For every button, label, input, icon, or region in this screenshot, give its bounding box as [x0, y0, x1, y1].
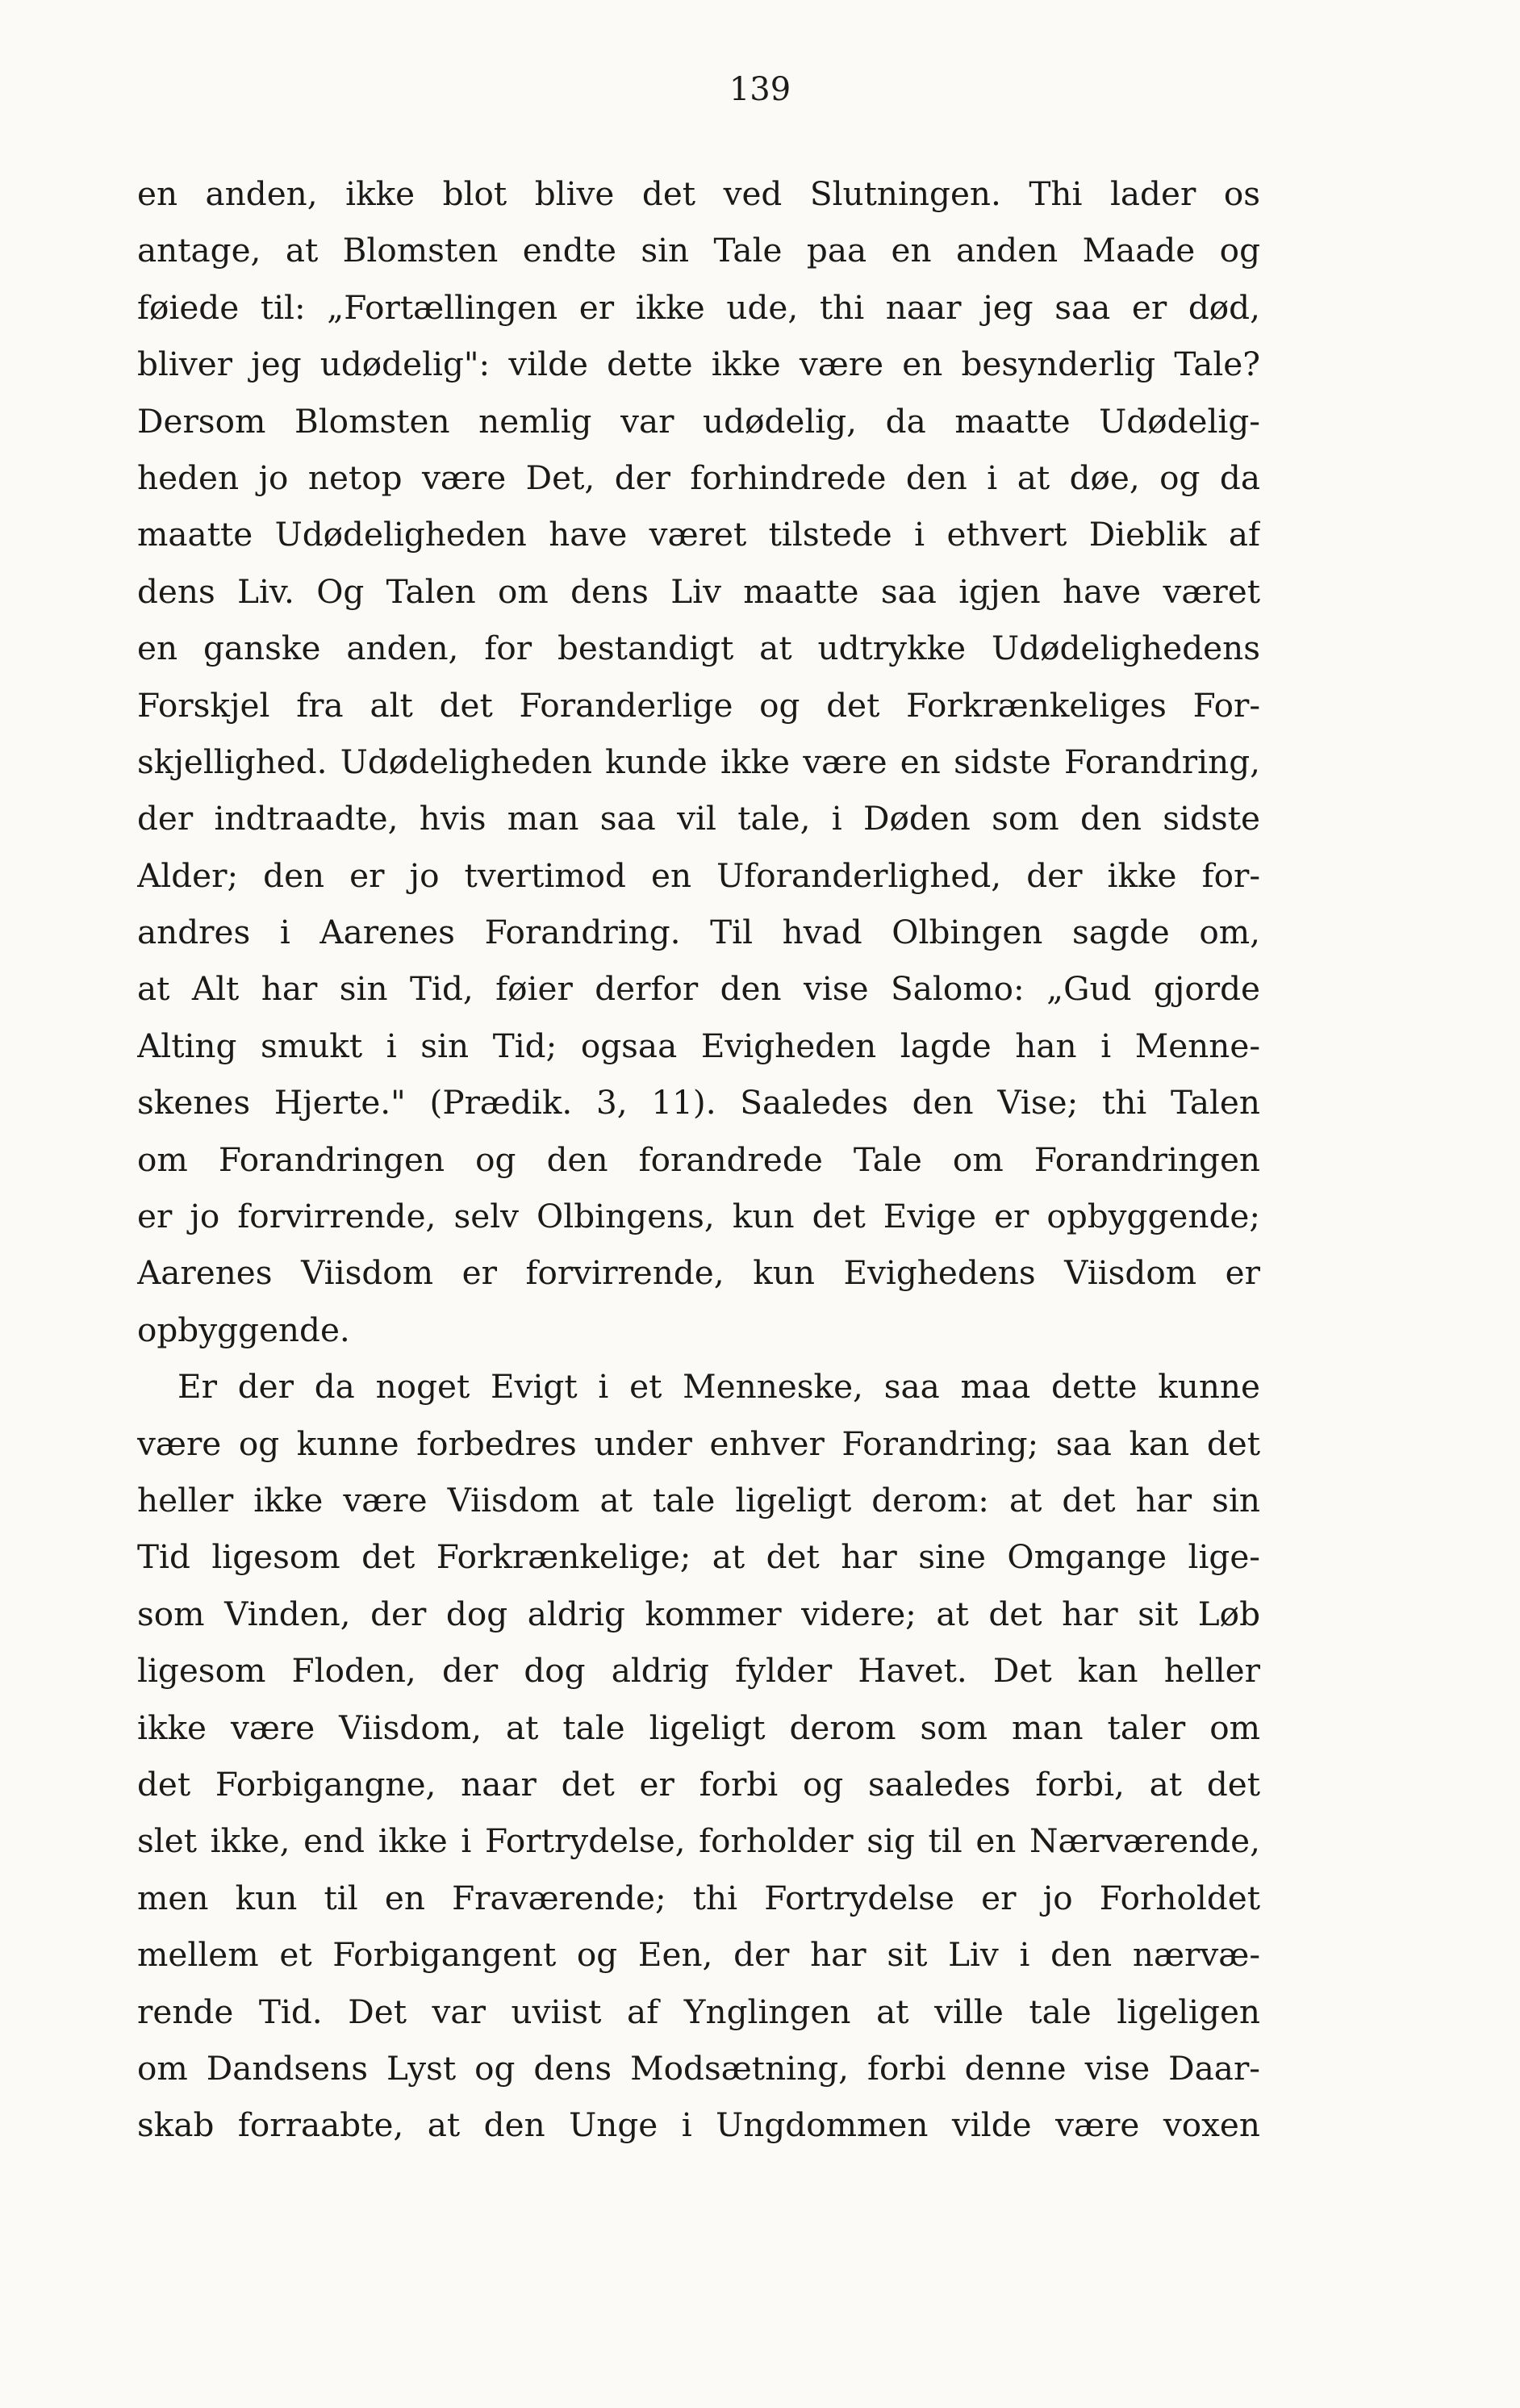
text-line: Alting smukt i sin Tid; ogsaa Evigheden lagde han i Menne-: [137, 1026, 1260, 1065]
text-line: antage, at Blomsten endte sin Tale paa en anden Maade og: [137, 231, 1260, 270]
text-line: der indtraadte, hvis man saa vil tale, i Døden som den sidste: [137, 799, 1260, 838]
text-line: mellem et Forbigangent og Een, der har sit Liv i den nærvæ-: [137, 1935, 1260, 1975]
text-line: dens Liv. Og Talen om dens Liv maatte saa igjen have været: [137, 571, 1260, 611]
text-line: det Forbigangne, naar det er forbi og saaledes forbi, at det: [137, 1764, 1260, 1804]
text-line: opbyggende.: [137, 1310, 350, 1349]
text-line: er jo forvirrende, selv Olbingens, kun det Evige er opbyggende;: [137, 1197, 1260, 1236]
text-line: Alder; den er jo tvertimod en Uforanderlighed, der ikke for-: [137, 855, 1260, 895]
body-text: [137, 165, 1260, 2154]
text-line: om Dandsens Lyst og dens Modsætning, forbi denne vise Daar-: [137, 2048, 1260, 2088]
text-line: heden jo netop være Det, der forhindrede den i at døe, og da: [137, 458, 1260, 497]
text-line: om Forandringen og den forandrede Tale om Forandringen: [137, 1139, 1260, 1179]
text-line: skenes Hjerte." (Prædik. 3, 11). Saaledes den Vise; thi Talen: [137, 1083, 1260, 1122]
text-line: en ganske anden, for bestandigt at udtrykke Udødelighedens: [137, 629, 1260, 668]
text-line: men kun til en Fraværende; thi Fortrydelse er jo Forholdet: [137, 1878, 1260, 1917]
text-line: føiede til: „Fortællingen er ikke ude, thi naar jeg saa er død,: [137, 287, 1260, 327]
text-line: maatte Udødeligheden have været tilstede i ethvert Dieblik af: [137, 515, 1260, 554]
text-line: Er der da noget Evigt i et Menneske, saa maa dette kunne: [177, 1367, 1260, 1407]
text-line: som Vinden, der dog aldrig kommer videre; at det har sit Løb: [137, 1594, 1260, 1633]
text-line: andres i Aarenes Forandring. Til hvad Olbingen sagde om,: [137, 913, 1260, 952]
text-line: Forskjel fra alt det Foranderlige og det Forkrænkeliges For-: [137, 685, 1260, 725]
text-line: ligesom Floden, der dog aldrig fylder Havet. Det kan heller: [137, 1651, 1260, 1691]
text-line: en anden, ikke blot blive det ved Slutningen. Thi lader os: [137, 174, 1260, 213]
text-line: Aarenes Viisdom er forvirrende, kun Evighedens Viisdom er: [137, 1253, 1260, 1293]
text-line: ikke være Viisdom, at tale ligeligt derom som man taler om: [137, 1708, 1260, 1747]
text-line: skab forraabte, at den Unge i Ungdommen vilde være voxen: [137, 2105, 1260, 2145]
text-line: skjellighed. Udødeligheden kunde ikke være en sidste Forandring,: [137, 742, 1260, 781]
text-line: slet ikke, end ikke i Fortrydelse, forholder sig til en Nærværende,: [137, 1821, 1260, 1861]
text-line: rende Tid. Det var uviist af Ynglingen at ville tale ligeligen: [137, 1992, 1260, 2031]
text-line: Dersom Blomsten nemlig var udødelig, da maatte Udødelig-: [137, 401, 1260, 441]
text-line: Tid ligesom det Forkrænkelige; at det har sine Omgange lige-: [137, 1537, 1260, 1577]
text-line: heller ikke være Viisdom at tale ligeligt derom: at det har sin: [137, 1480, 1260, 1520]
text-line: bliver jeg udødelig": vilde dette ikke være en besynderlig Tale?: [137, 345, 1260, 384]
page-number: 139: [729, 71, 791, 108]
text-line: at Alt har sin Tid, føier derfor den vise Salomo: „Gud gjorde: [137, 969, 1260, 1009]
text-line: være og kunne forbedres under enhver Forandring; saa kan det: [137, 1423, 1260, 1463]
